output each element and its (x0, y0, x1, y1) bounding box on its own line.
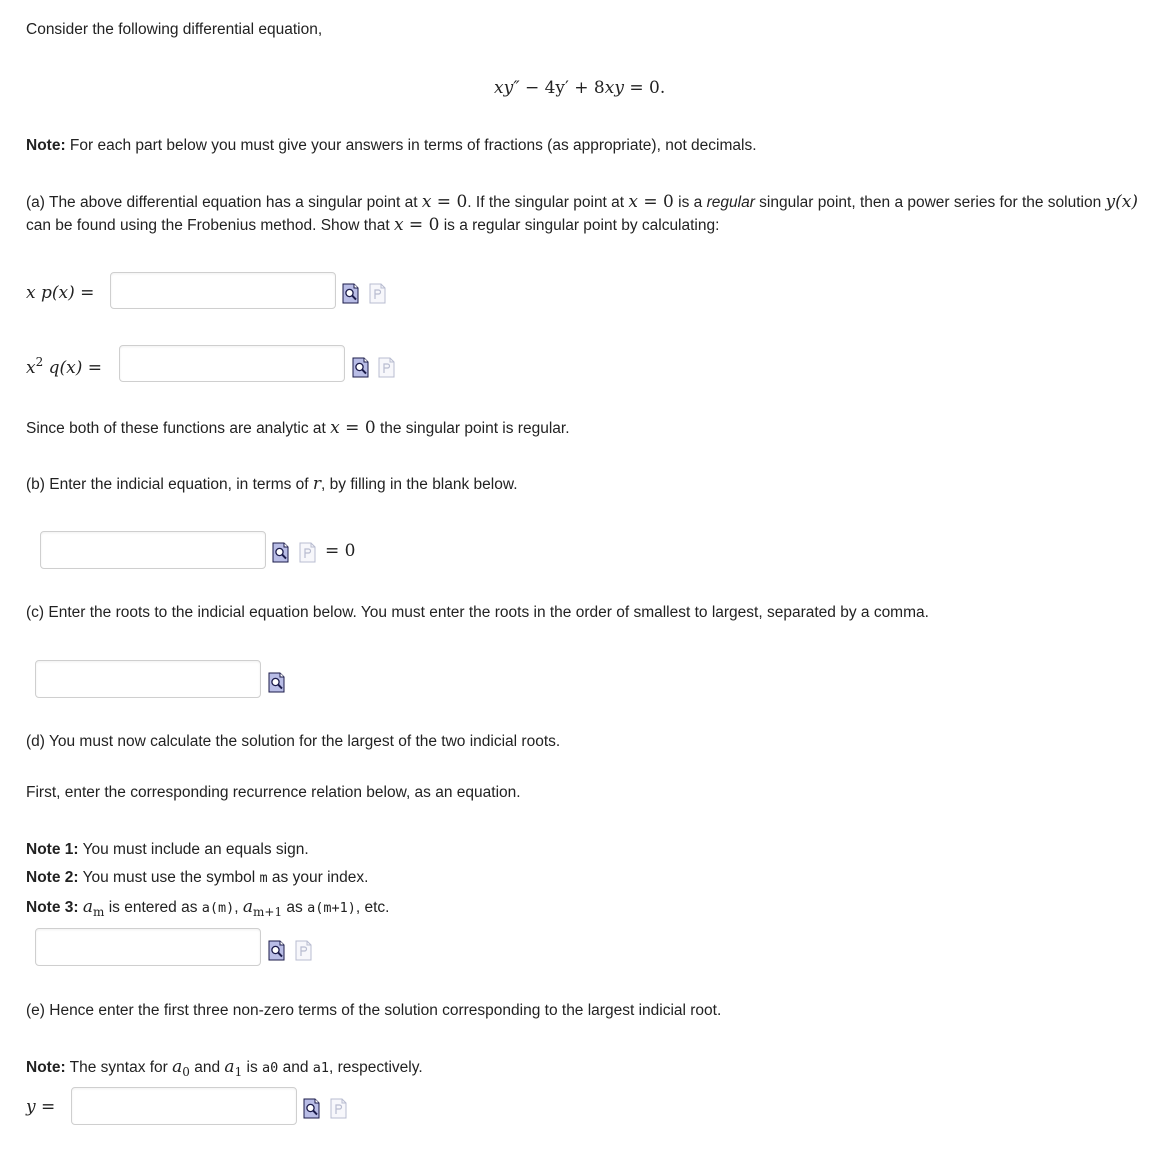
note1-text: You must include an equals sign. (78, 841, 309, 858)
note3-t2: as (282, 899, 308, 916)
label-x2q-exp: 2 (35, 355, 44, 369)
part-a-conclusion (26, 418, 570, 438)
solution-input[interactable] (71, 1087, 297, 1125)
math-x: x (628, 192, 638, 212)
math-x: x (393, 215, 404, 235)
math-eq0: = 0 (638, 192, 674, 212)
part-a-s4: singular point, then a power series for the solution (754, 194, 1102, 211)
part-e-note-label: Note: (26, 1059, 66, 1076)
formula-sheet-icon[interactable] (378, 357, 395, 378)
formula-sheet-icon[interactable] (369, 283, 386, 304)
part-a-s5: can be found using the Frobenius method. Show that (26, 217, 394, 234)
part-d-text2: First, enter the corresponding recurrence relation below, as an equation. (26, 784, 521, 801)
note2-text2: as your index. (267, 869, 369, 886)
x2q-input[interactable] (119, 345, 345, 382)
a0-a: a (172, 1057, 183, 1077)
conclusion-2: the singular point is regular. (375, 420, 570, 437)
note-label: Note: (26, 137, 66, 154)
part-a-s6: is a regular singular point by calculating: (439, 217, 720, 234)
part-e-and: and (189, 1059, 225, 1076)
magnifier-preview-icon[interactable] (352, 357, 369, 378)
xp-input[interactable] (110, 272, 336, 309)
a1-sub: 1 (234, 1065, 243, 1079)
a0-sub: 0 (182, 1065, 190, 1079)
a1-a: a (224, 1057, 235, 1077)
magnifier-preview-icon[interactable] (342, 283, 359, 304)
regular-emphasis: regular (706, 194, 755, 211)
note3-code1: a(m) (201, 900, 235, 916)
magnifier-preview-icon[interactable] (303, 1098, 320, 1119)
math-am1 (243, 897, 282, 917)
note1-label: Note 1: (26, 841, 79, 858)
math-eq0: = 0 (339, 418, 376, 438)
formula-sheet-icon[interactable] (299, 542, 316, 563)
note2-code: m (259, 870, 268, 886)
recurrence-input[interactable] (35, 928, 261, 966)
part-e-and2: and (278, 1059, 313, 1076)
equation-middle: − 4y′ + 8 (519, 78, 605, 98)
math-x: x (330, 418, 340, 438)
roots-input[interactable] (35, 660, 261, 698)
part-a-s3: is a (673, 194, 707, 211)
am1-sub: m+1 (253, 905, 283, 919)
note-2 (26, 869, 368, 887)
am-sub: m (93, 905, 105, 919)
part-e-note-t1: The syntax for (65, 1059, 173, 1076)
am1-a: a (242, 897, 254, 917)
conclusion-1: Since both of these functions are analytic at (26, 420, 331, 437)
part-e-is: is (242, 1059, 263, 1076)
equation-term-xy: xy (604, 78, 624, 98)
code-a1: a1 (312, 1060, 330, 1076)
formula-sheet-icon[interactable] (295, 940, 312, 961)
magnifier-preview-icon[interactable] (268, 940, 285, 961)
intro-text: Consider the following differential equation, (26, 21, 323, 38)
note3-comma: , (234, 899, 243, 916)
label-x2q-rest: q(x) = (43, 358, 103, 378)
part-e-note (26, 1057, 423, 1079)
part-e-end: , respectively. (329, 1059, 423, 1076)
math-eq0: = 0 (403, 215, 440, 235)
part-a-text (26, 191, 1146, 237)
math-am (83, 897, 105, 917)
equation-term-xy2: xy″ (494, 78, 520, 98)
math-yx: y(x) (1105, 192, 1139, 212)
note-3 (26, 897, 389, 919)
equation-rhs: = 0. (623, 78, 666, 98)
label-x2q (26, 355, 102, 378)
note3-t3: , etc. (355, 899, 390, 916)
part-b-t1: (b) Enter the indicial equation, in terms of (26, 476, 313, 493)
math-a1 (224, 1057, 242, 1077)
magnifier-preview-icon[interactable] (272, 542, 289, 563)
note2-label: Note 2: (26, 869, 79, 886)
note2-text1: You must use the symbol (78, 869, 260, 886)
am-a: a (82, 897, 93, 917)
note-fractions (26, 137, 757, 155)
math-r: r (312, 474, 322, 494)
label-xp: x p(x) = (26, 283, 95, 303)
part-a-s1: (a) The above differential equation has a singular point at (26, 194, 422, 211)
part-a-s2: . If the singular point at (467, 194, 629, 211)
note3-label: Note 3: (26, 899, 79, 916)
main-equation (494, 78, 665, 98)
math-eq0: = 0 (431, 192, 468, 212)
label-y: y = (26, 1097, 56, 1117)
note3-t1: is entered as (104, 899, 202, 916)
part-b-t2: , by filling in the blank below. (321, 476, 518, 493)
note-1 (26, 841, 309, 859)
math-a0 (172, 1057, 190, 1077)
code-a0: a0 (262, 1060, 279, 1076)
magnifier-preview-icon[interactable] (268, 672, 285, 693)
label-x2q-x: x (26, 358, 36, 378)
part-e-text: (e) Hence enter the first three non-zero terms of the solution corresponding to the largest indicial root. (26, 1002, 722, 1019)
math-x: x (421, 192, 432, 212)
indicial-equation-input[interactable] (40, 531, 266, 569)
part-b-text (26, 474, 518, 494)
formula-sheet-icon[interactable] (330, 1098, 347, 1119)
part-c-text: (c) Enter the roots to the indicial equation below. You must enter the roots in the order of smallest to largest, separated by a comma. (26, 604, 929, 621)
note3-code2: a(m+1) (307, 900, 356, 916)
note-text: For each part below you must give your answers in terms of fractions (as appropriate), not decimals. (65, 137, 757, 154)
part-d-text: (d) You must now calculate the solution for the largest of the two indicial roots. (26, 733, 561, 750)
equals-zero: = 0 (325, 541, 356, 561)
